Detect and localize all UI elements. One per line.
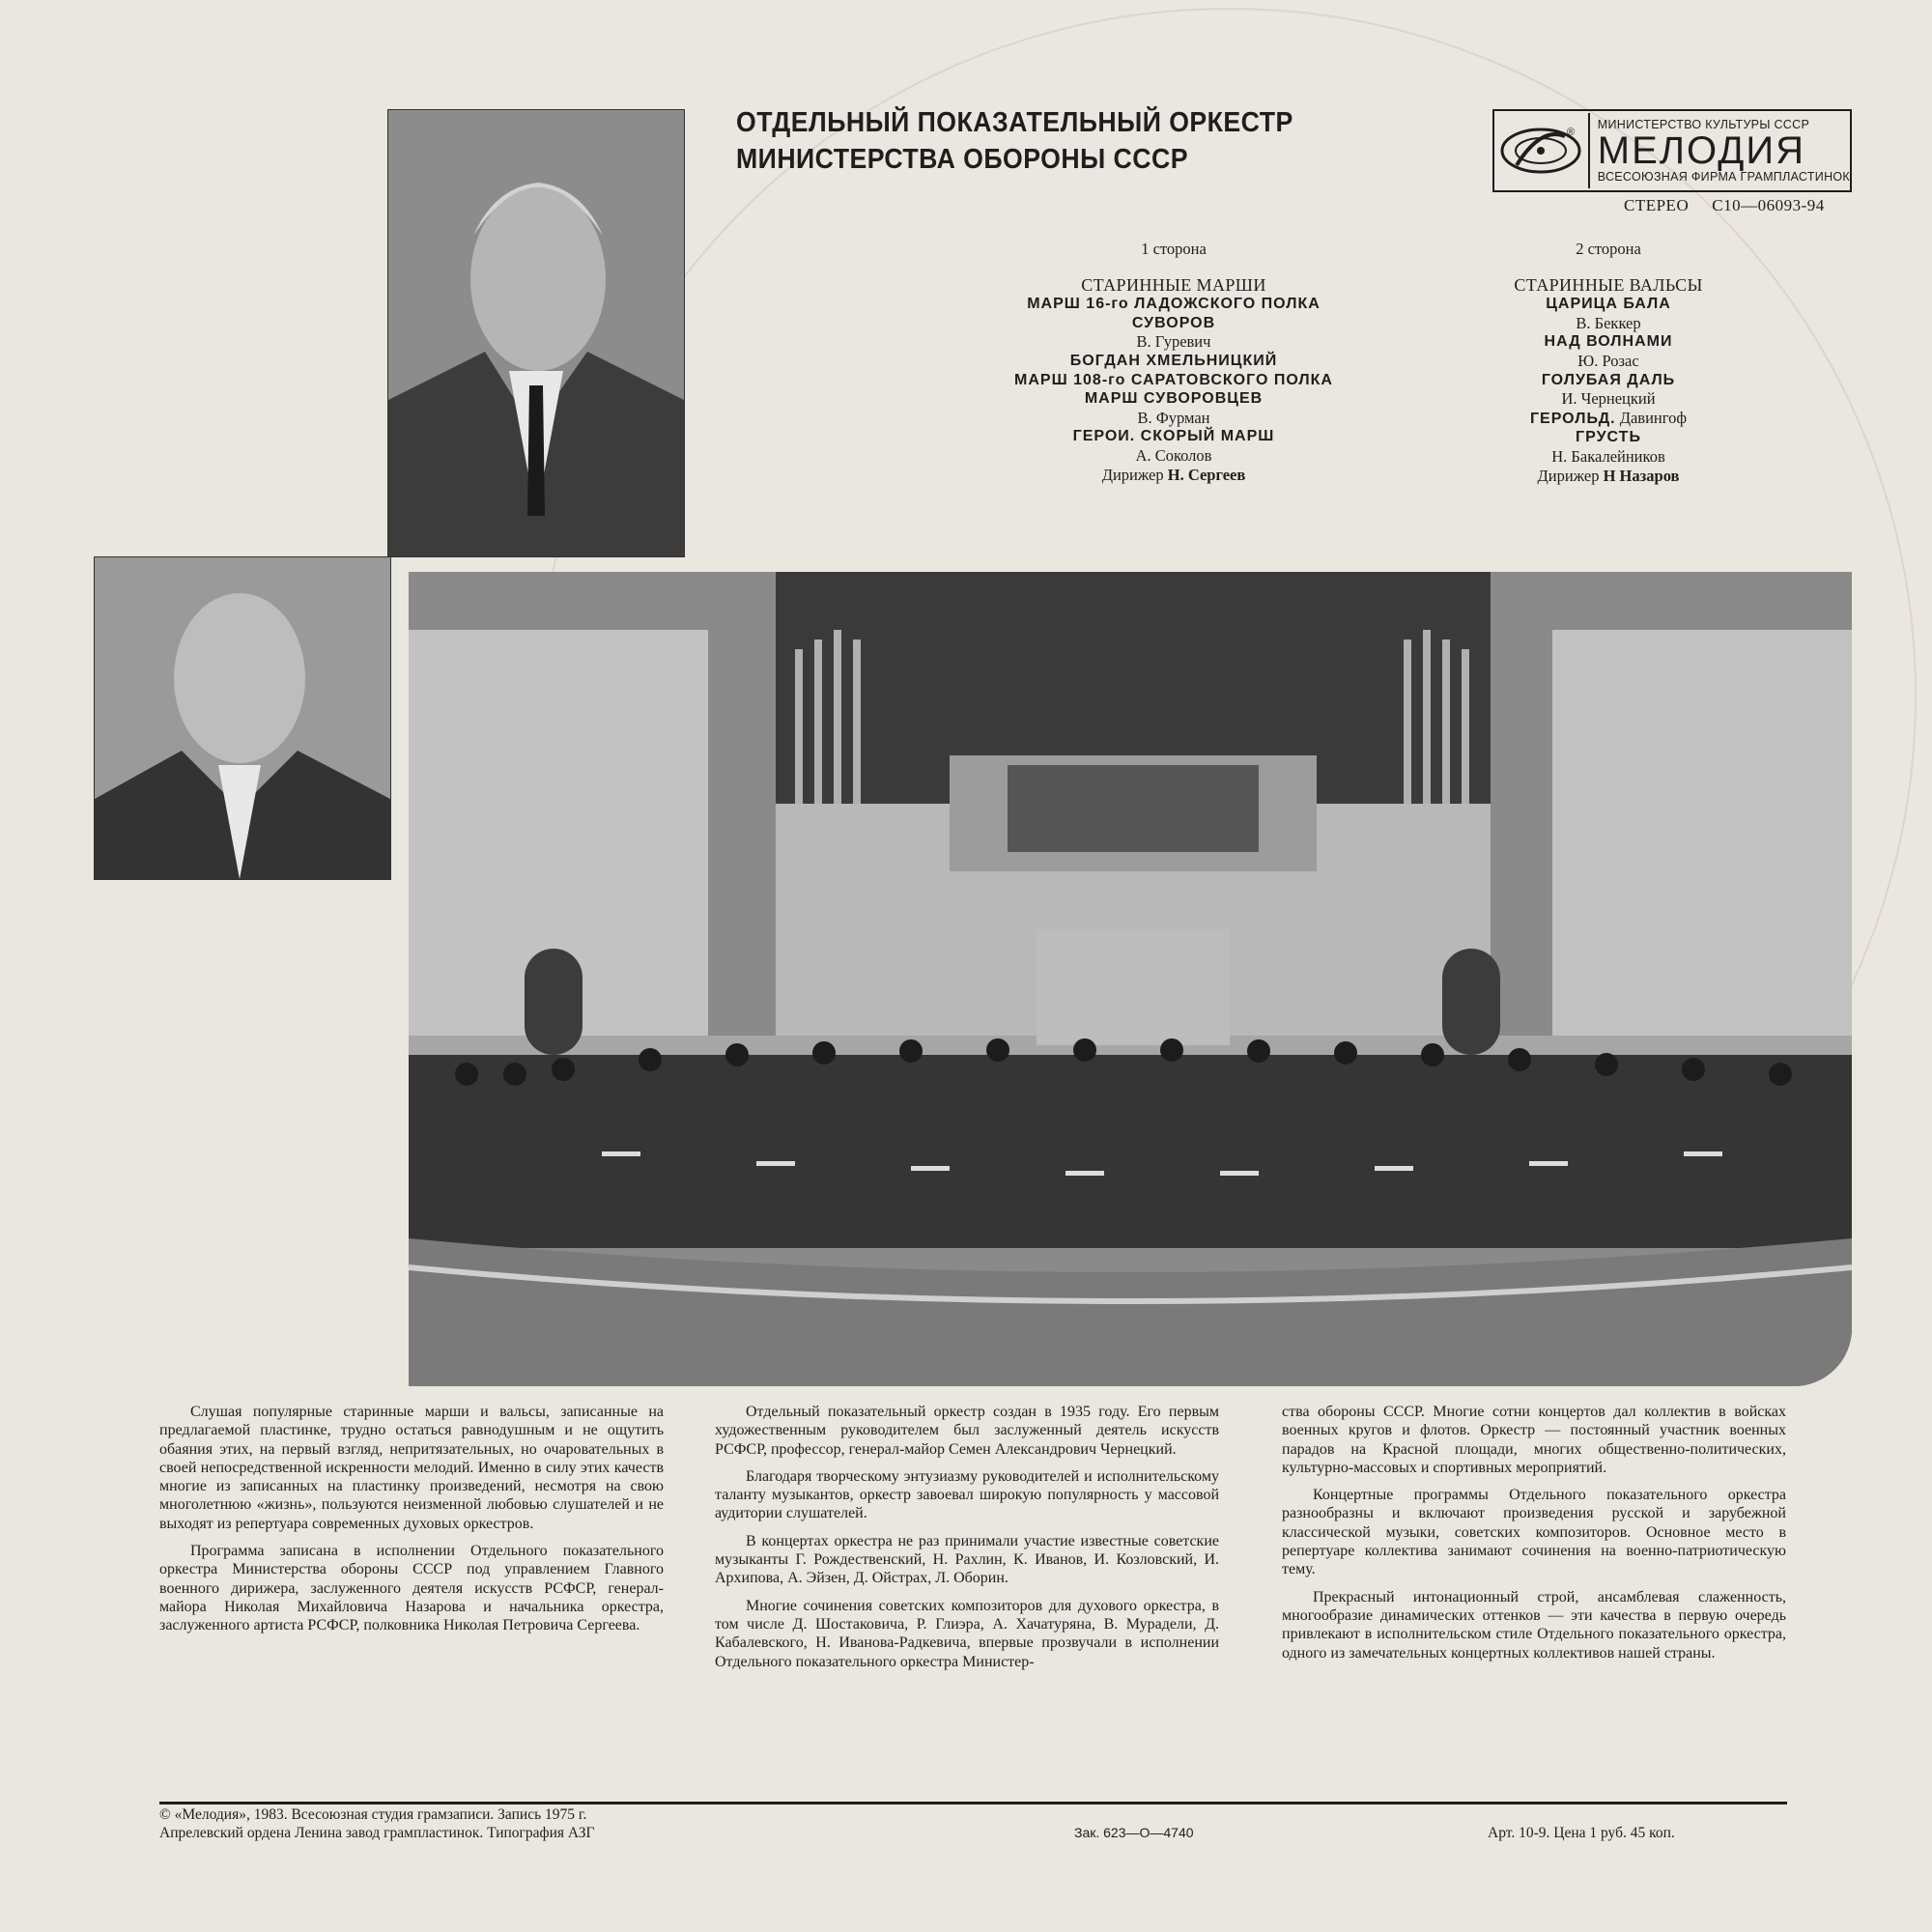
track-author: В. Фурман — [1137, 408, 1210, 427]
liner-notes-column-2 — [715, 1403, 1219, 1671]
catalog-number — [1624, 196, 1848, 215]
price-line: Арт. 10-9. Цена 1 руб. 45 коп. — [1488, 1825, 1675, 1841]
track-author: И. Чернецкий — [1561, 389, 1656, 409]
orchestra-hall-photo — [409, 572, 1852, 1386]
notes-paragraph: Благодаря творческому энтузиазму руководителей и исполнительскому таланту музыкантов, оркестр завоевал широкую популярность у массовой аудитории слушателей. — [715, 1467, 1219, 1522]
track-title: МАРШ 16-го ЛАДОЖСКОГО ПОЛКА — [1027, 296, 1321, 313]
melodiya-mark-icon — [1494, 113, 1588, 188]
track-author: Ю. Розас — [1577, 351, 1639, 370]
notes-paragraph: Отдельный показательный оркестр создан в 1935 году. Его первым художественным руководителем был заслуженный деятель искусств РСФСР, профессор, генерал-майор Семен Александрович Чернецкий. — [715, 1404, 1219, 1458]
track-title: МАРШ 108-го САРАТОВСКОГО ПОЛКА — [1014, 371, 1333, 388]
conductor-label: Дирижер — [1101, 465, 1164, 484]
conductor-line — [1459, 467, 1758, 486]
svg-text:®: ® — [1567, 127, 1576, 138]
logo-ministry: МИНИСТЕРСТВО КУЛЬТУРЫ СССР — [1597, 118, 1810, 131]
notes-paragraph: Программа записана в исполнении Отдельного показательного оркестра Министерства обороны СССР под управлением Главного военного дирижера, заслуженного деятеля искусств РСФСР, генерал-майора Николая Михайловича Назарова и начальника оркестра, заслуженного артиста РСФСР, полковника Николая Петровича Сергеева. — [159, 1543, 664, 1634]
logo-firm: ВСЕСОЮЗНАЯ ФИРМА ГРАМПЛАСТИНОК — [1597, 170, 1850, 184]
page-title — [736, 104, 1293, 178]
notes-paragraph: ства обороны СССР. Многие сотни концертов дал коллектив в войсках военных кругов и флотов. Оркестр — постоянный участник военных парадов на Красной площади, многих общественно-политических, культурно-массовых и спортивных мероприятий. — [1282, 1404, 1786, 1476]
track-title: ГРУСТЬ — [1576, 429, 1641, 446]
track-title: ЦАРИЦА БАЛА — [1546, 296, 1671, 313]
side-1-tracklist — [952, 240, 1396, 484]
liner-notes-column-1 — [159, 1403, 664, 1635]
track-title: НАД ВОЛНАМИ — [1544, 333, 1673, 351]
notes-paragraph: Многие сочинения советских композиторов для духового оркестра, в том числе Д. Шостаковича, Р. Глиэра, А. Хачатуряна, В. Мурадели, Д. Кабалевского, Н. Иванова-Радкевича, впервые прозвучали в исполнении Отдельного показательного оркестра Министер- — [715, 1597, 1219, 1670]
title-line-1: ОТДЕЛЬНЫЙ ПОКАЗАТЕЛЬНЫЙ ОРКЕСТР — [736, 107, 1293, 138]
track-title: ГОЛУБАЯ ДАЛЬ — [1541, 371, 1676, 388]
notes-paragraph: Концертные программы Отдельного показательного оркестра разнообразны и включают произведения русской и зарубежной классической музыки, советских композиторов. Основное место в репертуаре коллектива занимают сочинения на военно-патриотическую тему. — [1282, 1487, 1786, 1578]
side-1-label: 1 сторона — [1141, 240, 1207, 258]
track-title: БОГДАН ХМЕЛЬНИЦКИЙ — [1069, 352, 1278, 369]
format-label: СТЕРЕО — [1624, 196, 1690, 214]
portrait-photo-colonel — [94, 556, 391, 880]
title-line-2: МИНИСТЕРСТВА ОБОРОНЫ СССР — [736, 144, 1188, 175]
track-title: ГЕРОИ. СКОРЫЙ МАРШ — [1072, 428, 1275, 445]
catalog-code: С10—06093-94 — [1712, 196, 1825, 214]
track-title: ГЕРОЛЬД. — [1529, 410, 1616, 427]
melodiya-logo — [1492, 109, 1852, 192]
liner-notes-column-3 — [1282, 1403, 1786, 1662]
track-author: В. Беккер — [1576, 313, 1641, 332]
track-line — [1459, 409, 1758, 429]
notes-paragraph: Прекрасный интонационный строй, ансамблевая слаженность, многообразие динамических оттенков — эти качества в первую очередь привлекают в исполнительском стиле Отдельного показательного оркестра, одного из замечательных концертных коллективов нашей страны. — [1282, 1588, 1786, 1662]
notes-paragraph: Слушая популярные старинные марши и вальсы, записанные на предлагаемой пластинке, трудно остаться равнодушным и не ощутить обаяния этих, на первый взгляд, непритязательных, но очаровательных в своей непосредственной искренности мелодий. Именно в силу этих качеств многие из записанных на пластинку произведений, несмотря на свою многолетнюю «жизнь», пользуются неизменной любовью слушателей и не выходят из репертуара современных духовых оркестров. — [159, 1404, 664, 1532]
track-title: МАРШ СУВОРОВЦЕВ — [1084, 390, 1264, 408]
conductor-line — [952, 466, 1396, 485]
portrait-photo-general — [387, 109, 685, 557]
track-author: В. Гуревич — [1136, 332, 1211, 352]
track-author: Н. Бакалейников — [1551, 446, 1665, 466]
order-number: Зак. 623—О—4740 — [1074, 1825, 1194, 1840]
conductor-name: Н. Сергеев — [1167, 465, 1246, 484]
conductor-label: Дирижер — [1537, 466, 1600, 485]
side-1-group: СТАРИННЫЕ МАРШИ — [1081, 274, 1266, 295]
side-2-tracklist — [1459, 240, 1758, 485]
copyright-line: © «Мелодия», 1983. Всесоюзная студия грамзаписи. Запись 1975 г. — [159, 1806, 587, 1823]
footer-divider — [159, 1802, 1787, 1804]
conductor-name: Н Назаров — [1603, 466, 1680, 485]
logo-name: МЕЛОДИЯ — [1597, 129, 1805, 172]
track-author: А. Соколов — [1135, 445, 1212, 465]
notes-paragraph: В концертах оркестра не раз принимали участие известные советские музыканты Г. Рождественский, Н. Рахлин, К. Иванов, И. Козловский, И. Архипова, А. Эйзен, Д. Ойстрах, Л. Оборин. — [715, 1532, 1219, 1587]
printer-line: Апрелевский ордена Ленина завод грампластинок. Типография АЗГ — [159, 1825, 595, 1841]
side-2-label: 2 сторона — [1576, 240, 1641, 258]
track-title: СУВОРОВ — [1131, 314, 1216, 331]
logo-text-block — [1588, 113, 1850, 188]
track-author: Давингоф — [1619, 408, 1688, 427]
side-2-group: СТАРИННЫЕ ВАЛЬСЫ — [1514, 274, 1703, 295]
